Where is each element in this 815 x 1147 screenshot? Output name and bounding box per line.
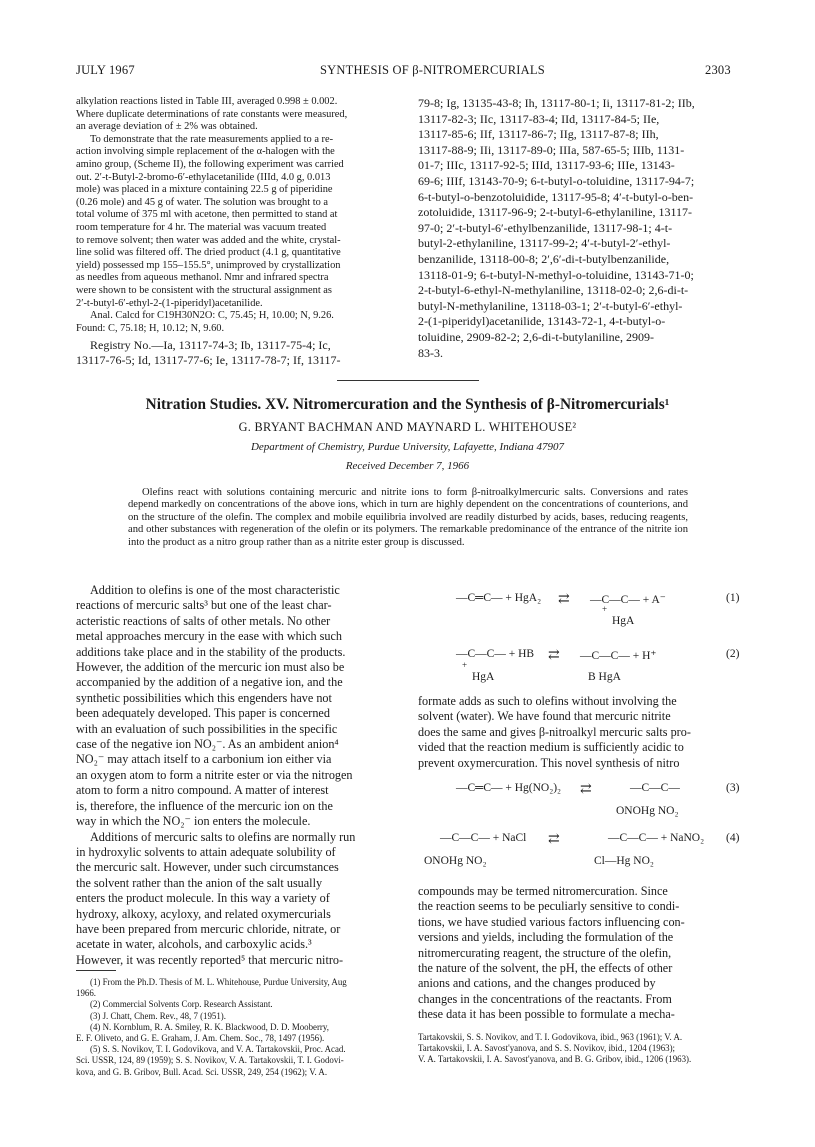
body-line: been adequately developed. This paper is concerned (76, 706, 330, 721)
footnote-line: V. A. Tartakovskii, I. A. Savost'yanova, and B. G. Gribov, ibid., 1206 (1963). (418, 1054, 692, 1065)
article-authors: G. BRYANT BACHMAN AND MAYNARD L. WHITEHOUSE² (238, 420, 577, 434)
section-divider (337, 380, 479, 381)
body-line: additions take place and in the stability of the products. (76, 644, 346, 659)
body-line: the nature of the solvent, the pH, the effects of other (418, 961, 673, 976)
footnote-line: Tartakovskii, I. A. Savost'yanova, and S. S. Novikov, ibid., 1204 (1963); (418, 1043, 676, 1054)
body-line: NO₂⁻ may attach itself to a carbonium ion either via (76, 752, 332, 767)
body-line: these data it has been possible to formulate a mecha- (418, 1007, 675, 1022)
footnote-line: Sci. USSR, 124, 89 (1959); S. S. Novikov, V. A. Tartakovskii, T. I. Godovi- (76, 1055, 344, 1066)
equation-3-lhs: —C═C— + Hg(NO₂)₂ (456, 782, 562, 794)
article-affiliation: Department of Chemistry, Purdue University, Lafayette, Indiana 47907 (250, 441, 565, 453)
body-line: compounds may be termed nitromercuration. Since (418, 884, 668, 898)
body-line: enters the product molecule. In this way a variety of (76, 891, 330, 906)
prev-text-line: action involving simple replacement of the α-halogen with the (76, 146, 335, 158)
registry-line: 2-(1-piperidyl)acetanilide, 13143-72-1, 4-t-butyl-o- (418, 314, 666, 329)
equation-1-number: (1) (726, 592, 740, 604)
body-line: reactions of mercuric salts³ but one of the least char- (76, 598, 332, 613)
body-line: However, the addition of the mercuric ion must also be (76, 660, 345, 675)
registry-line: 13117-88-9; IIi, 13117-89-0; IIIa, 587-65-5; IIIb, 1131- (418, 142, 685, 157)
registry-line: zotoluidide, 13117-96-9; 2-t-butyl-6-ethylaniline, 13117- (418, 205, 693, 220)
registry-line: benzanilide, 13118-00-8; 2′,6′-di-t-butylbenzanilide, (418, 251, 670, 266)
prev-text-line: Where duplicate determinations of rate constants were measured, (76, 108, 348, 120)
prev-text-line: alkylation reactions listed in Table III, averaged 0.998 ± 0.002. (76, 96, 338, 107)
prev-analysis-line: Anal. Calcd for C19H30N2O: C, 75.45; H, 10.00; N, 9.26. (90, 310, 334, 322)
footnotes-left (76, 977, 401, 1078)
equation-2-number: (2) (726, 648, 740, 660)
body-line: anions and cations, and the changes produced by (418, 976, 656, 991)
prev-article-right-column (418, 96, 743, 361)
body-line: versions and yields, including the formulation of the (418, 930, 674, 945)
body-line: the reaction seems to be peculiarly sensitive to condi- (418, 899, 680, 914)
prev-text-line: as needles from aqueous methanol. Nmr and infrared spectra (76, 272, 329, 284)
body-line: atom to form a nitro compound. A matter of interest (76, 783, 329, 798)
body-line: have been prepared from mercuric chloride, nitrate, or (76, 921, 341, 936)
body-line: tions, we have studied various factors influencing con- (418, 914, 685, 929)
equation-2-rhs-substituents: B HgA (588, 671, 621, 683)
prev-text-line: 2′-t-butyl-6′-ethyl-2-(1-piperidyl)acetanilide. (76, 297, 263, 309)
body-line: Additions of mercuric salts to olefins are normally run (90, 829, 356, 844)
body-line: acteristic reactions of salts of other metals. No other (76, 613, 331, 628)
body-line: However, it was recently reported⁵ that mercuric nitro- (76, 952, 344, 967)
prev-text-line: (0.26 mole) and 45 g of water. The solution was brought to a (76, 196, 329, 208)
equation-4-number: (4) (726, 832, 740, 844)
prev-article-left-column (76, 96, 401, 368)
registry-line: Registry No.—Ia, 13117-74-3; Ib, 13117-75-4; Ic, (90, 338, 331, 353)
body-line: case of the negative ion NO₂⁻. As an ambident anion⁴ (76, 737, 339, 752)
footnote-line: (4) N. Kornblum, R. A. Smiley, R. K. Blackwood, D. D. Mooberry, (90, 1021, 329, 1032)
equation-3-substituents: ONOHg NO₂ (616, 805, 679, 817)
registry-line: butyl-2-ethylaniline, 13117-99-2; 4′-t-butyl-2′-ethyl- (418, 236, 671, 251)
equation-2-arrow: ⇄ (548, 648, 560, 663)
registry-line: butyl-N-methylaniline, 13118-03-1; 2′-t-butyl-6′-ethyl- (418, 298, 683, 313)
page-number: 2303 (705, 63, 731, 77)
equation-2-lhs-substituent: HgA (472, 671, 495, 683)
prev-text-line: total volume of 375 ml with acetone, then permitted to stand at (76, 209, 338, 221)
prev-text-line: out. 2′-t-Butyl-2-bromo-6′-ethylacetanilide (IIId, 4.0 g, 0.013 (76, 171, 331, 183)
prev-text-line: line solid was filtered off. The dried product (4.1 g, quantitative (76, 247, 341, 259)
registry-line: 13117-85-6; IIf, 13117-86-7; IIg, 13117-87-8; IIh, (418, 127, 659, 142)
prev-text-line: were shown to be consistent with the structural assignment as (76, 284, 332, 296)
body-left-column (76, 583, 401, 968)
equation-1-lhs: —C═C— + HgA₂ (456, 592, 542, 604)
footnote-line: kova, and G. B. Gribov, Bull. Acad. Sci. USSR, 249, 254 (1962); V. A. (76, 1066, 328, 1077)
body-line: the solvent rather than the anion of the salt usually (76, 875, 323, 890)
body-line: prevent oxymercuration. This novel synthesis of nitro (418, 755, 680, 770)
body-line: nitromercurating reagent, the structure of the olefin, (418, 945, 672, 960)
body-line: hydroxy, alkoxy, acyloxy, and related oxymercurials (76, 906, 331, 921)
body-line: synthetic possibilities which this engenders have not (76, 690, 332, 705)
equation-4-arrow: ⇄ (548, 832, 560, 847)
equation-1-charge: + (602, 604, 608, 614)
registry-line: 2-t-butyl-6-ethyl-N-methylaniline, 13118-02-0; 2,6-di-t- (418, 283, 689, 298)
equation-2-rhs: —C—C— + H⁺ (580, 650, 657, 662)
body-right-column-top (418, 694, 743, 771)
footnote-line: (5) S. S. Novikov, T. I. Godovikova, and V. A. Tartakovskii, Proc. Acad. (90, 1044, 346, 1055)
body-right-column-bottom (418, 884, 743, 1023)
body-line: formate adds as such to olefins without involving the (418, 694, 677, 708)
prev-text-line: to remove solvent; then water was added and the white, crystal- (76, 234, 341, 246)
prev-text-line: an average deviation of ± 2% was obtained. (76, 121, 258, 133)
article-abstract: Olefins react with solutions containing mercuric and nitrite ions to form β-nitroalkylmercuric salts. Conversions and rates depend markedly on concentrations of the above ions, which in turn are highly dependent on the concentrations of counterions, and on the structure of the olefin. The complex and mobile equilibria involved are readily disturbed by acids, bases, reducing reagents, and other substances with regeneration of the olefin or its polymers. The remarkable predominance of the entrance of the nitrite ion into the product as a nitro group rather than as a nitrite ester group is discussed. (128, 487, 688, 548)
footnote-line: E. F. Oliveto, and G. E. Graham, J. Am. Chem. Soc., 78, 1497 (1956). (76, 1033, 325, 1044)
prev-text-line: amino group, (Scheme II), the following experiment was carried (76, 158, 344, 170)
body-line: vided that the reaction medium is sufficiently acidic to (418, 740, 684, 755)
registry-line: 13118-01-9; 6-t-butyl-N-methyl-o-toluidine, 13143-71-0; (418, 267, 694, 282)
body-line: in hydroxylic solvents to attain adequate solubility of (76, 844, 336, 859)
equation-4-lhs-substituents: ONOHg NO₂ (424, 855, 487, 867)
equation-1-substituent: HgA (612, 615, 635, 627)
registry-line: 6-t-butyl-o-benzotoluidide, 13117-95-8; 4′-t-butyl-o-ben- (418, 189, 694, 204)
prev-text-line: yield) possessed mp 155–155.5°, unimproved by crystallization (76, 259, 341, 271)
equation-2-charge: + (462, 660, 468, 670)
body-line: metal approaches mercury in the ease with which such (76, 629, 342, 644)
equation-1-arrow: ⇄ (558, 592, 570, 607)
footnote-divider (76, 970, 116, 971)
article-title: Nitration Studies. XV. Nitromercuration and the Synthesis of β-Nitromercurials¹ (145, 396, 670, 413)
equation-2-lhs: —C—C— + HB (456, 648, 535, 660)
footnote-line: Tartakovskii, S. S. Novikov, and T. I. Godovikova, ibid., 963 (1961); V. A. (418, 1032, 683, 1042)
article-received-date: Received December 7, 1966 (345, 460, 470, 472)
footnote-line: (2) Commercial Solvents Corp. Research Assistant. (90, 999, 273, 1010)
registry-line: toluidine, 2909-82-2; 2,6-di-t-butylaniline, 2909- (418, 329, 654, 344)
body-line: with an evaluation of such possibilities in the specific (76, 721, 338, 736)
body-line: Addition to olefins is one of the most characteristic (90, 583, 340, 597)
equation-3-number: (3) (726, 782, 740, 794)
body-line: is, therefore, the influence of the mercuric ion on the (76, 798, 333, 813)
equation-block-3-4 (418, 778, 748, 878)
registry-line: 13117-76-5; Id, 13117-77-6; Ie, 13117-78-7; If, 13117- (76, 353, 341, 368)
equation-3-arrow: ⇄ (580, 782, 592, 797)
prev-text-line: room temperature for 4 hr. The material was vacuum treated (76, 221, 327, 233)
footnote-line: (3) J. Chatt, Chem. Rev., 48, 7 (1951). (90, 1010, 226, 1021)
body-line: the mercuric salt. However, under such circumstances (76, 860, 339, 875)
registry-line: 69-6; IIIf, 13143-70-9; 6-t-butyl-o-toluidine, 13117-94-7; (418, 173, 695, 188)
body-line: way in which the NO₂⁻ ion enters the molecule. (76, 814, 311, 829)
body-line: accompanied by the addition of a negative ion, and the (76, 675, 343, 690)
registry-line: 79-8; Ig, 13135-43-8; Ih, 13117-80-1; Ii, 13117-81-2; IIb, (418, 96, 695, 110)
footnote-line: 1966. (76, 988, 96, 999)
equation-3-rhs: —C—C— (630, 782, 680, 794)
registry-line: 01-7; IIIc, 13117-92-5; IIId, 13117-93-6; IIIe, 13143- (418, 158, 675, 173)
registry-line: 97-0; 2′-t-butyl-6′-ethylbenzanilide, 13117-98-1; 4-t- (418, 220, 673, 235)
equation-1-rhs: —C—C— + A⁻ (590, 594, 666, 606)
body-line: changes in the concentrations of the reactants. From (418, 991, 672, 1006)
equation-4-rhs: —C—C— + NaNO₂ (608, 832, 705, 844)
body-line: an oxygen atom to form a nitrite ester or via the nitrogen (76, 767, 353, 782)
body-line: acetate in water, alcohols, and carboxylic acids.³ (76, 937, 312, 952)
running-header-date: JULY 1967 (76, 63, 135, 77)
registry-line: 13117-82-3; IIc, 13117-83-4; IId, 13117-84-5; IIe, (418, 111, 660, 126)
equation-4-lhs: —C—C— + NaCl (440, 832, 527, 844)
running-header-title: SYNTHESIS OF β-NITROMERCURIALS (320, 63, 545, 77)
equation-4-rhs-substituents: Cl—Hg NO₂ (594, 855, 654, 867)
equation-block-1-2 (418, 588, 748, 698)
prev-text-line: To demonstrate that the rate measurements applied to a re- (90, 133, 334, 145)
prev-text-line: mole) was placed in a mixture containing 22.5 g of piperidine (76, 184, 333, 196)
footnotes-right (418, 1032, 743, 1066)
footnote-line: (1) From the Ph.D. Thesis of M. L. Whitehouse, Purdue University, Aug (90, 977, 347, 987)
prev-analysis-line: Found: C, 75.18; H, 10.12; N, 9.60. (76, 322, 225, 334)
body-line: does the same and gives β-nitroalkyl mercuric salts pro- (418, 724, 691, 739)
body-line: solvent (water). We have found that mercuric nitrite (418, 709, 671, 724)
registry-line: 83-3. (418, 345, 443, 360)
